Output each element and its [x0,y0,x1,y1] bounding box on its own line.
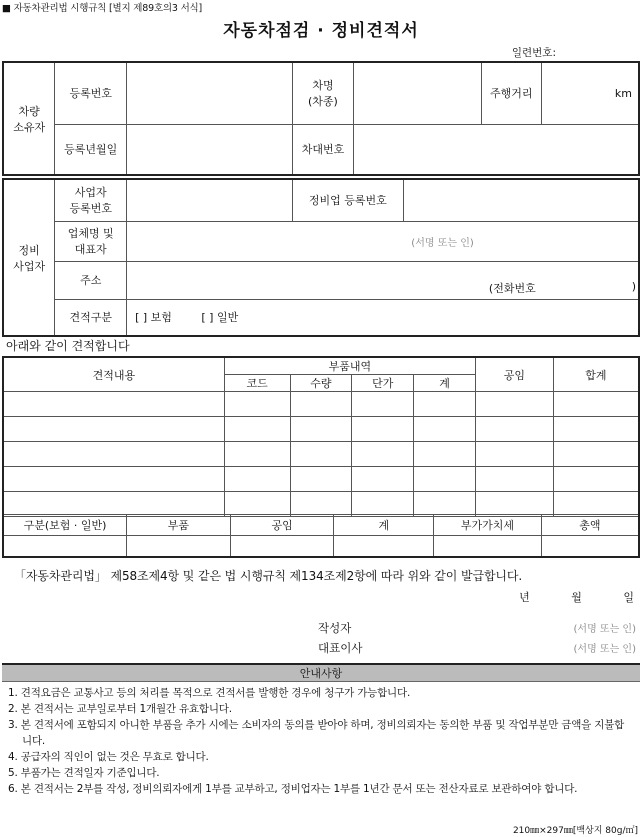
table-cell[interactable] [352,442,414,467]
table-row [3,417,639,442]
table-cell[interactable] [290,467,352,492]
table-cell[interactable] [475,442,553,467]
reg-date-label: 등록년월일 [55,124,127,175]
company-rep-label: 업체명 및 대표자 [55,221,127,261]
vehicle-owner-table [2,61,640,176]
sum-grand-header: 총액 [541,515,639,536]
table-cell[interactable] [352,417,414,442]
table-cell[interactable] [3,536,127,557]
col-unit-price-header: 단가 [352,375,414,392]
col-qty-header: 수량 [290,375,352,392]
notice-list [2,682,640,797]
table-row [3,392,639,417]
address-label: 주소 [55,261,127,299]
col-parts-header: 부품내역 [224,357,475,375]
col-code-header: 코드 [224,375,290,392]
paper-spec: 210㎜×297㎜[백상지 80g/㎡] [512,826,638,836]
estimate-note: 아래와 같이 견적합니다 [6,339,130,353]
sum-total-header: 계 [334,515,434,536]
list-item: 1. 견적요금은 교통사고 등의 처리를 목적으로 견적서를 발행한 경우에 청구가 가능합니다. [8,687,411,699]
repair-reg-no-field[interactable] [404,179,639,221]
car-name-label: 차명 (차종) [292,62,354,124]
reg-no-field[interactable] [127,62,292,124]
list-item: 3. 본 견적서에 포함되지 아니한 부품을 추가 시에는 소비자의 동의를 받아야 하며, 정비의뢰자는 동의한 부품 및 작업부분만 금액을 지불합니다. [8,719,625,747]
option-general-checkbox[interactable]: [ ] 일반 [201,311,239,325]
mileage-unit: km [614,86,632,100]
table-cell[interactable] [3,442,224,467]
col-labor-header: 공임 [475,357,553,392]
table-cell[interactable] [553,392,639,417]
company-rep-field[interactable] [127,221,639,261]
table-cell[interactable] [553,417,639,442]
table-cell[interactable] [224,467,290,492]
date-day: 일 [623,591,634,604]
table-cell[interactable] [414,467,476,492]
table-row [3,536,639,557]
table-cell[interactable] [414,417,476,442]
writer-sign-hint[interactable]: (서명 또는 인) [573,624,636,635]
estimate-type-label: 견적구분 [55,299,127,336]
phone-close: ) [631,279,636,293]
table-cell[interactable] [352,392,414,417]
table-cell[interactable] [414,442,476,467]
sum-labor-header: 공임 [230,515,334,536]
table-cell[interactable] [352,467,414,492]
col-sum-header: 합계 [553,357,639,392]
table-cell[interactable] [414,392,476,417]
estimate-items-table [2,356,640,517]
col-total-header: 계 [414,375,476,392]
table-cell[interactable] [224,392,290,417]
table-cell[interactable] [3,392,224,417]
form-header: ■ 자동차관리법 시행규칙 [별지 제89호의3 서식] [2,3,203,14]
biz-reg-no-label: 사업자 등록번호 [55,179,127,221]
address-field[interactable] [127,261,639,299]
issue-date [481,589,634,605]
table-cell[interactable] [127,536,231,557]
chassis-no-label: 차대번호 [292,124,354,175]
table-cell[interactable] [414,492,476,517]
mileage-label: 주행거리 [481,62,541,124]
table-cell[interactable] [475,392,553,417]
table-cell[interactable] [290,392,352,417]
business-section-label: 정비 사업자 [3,179,55,336]
option-insurance-checkbox[interactable]: [ ] 보험 [135,311,172,325]
table-cell[interactable] [553,442,639,467]
table-cell[interactable] [3,417,224,442]
table-cell[interactable] [553,467,639,492]
table-cell[interactable] [224,492,290,517]
list-item: 5. 부품가는 견적일자 기준입니다. [8,767,160,779]
table-row [3,442,639,467]
list-item: 6. 본 견적서는 2부를 작성, 정비의뢰자에게 1부를 교부하고, 정비업자는 1부를 1년간 문서 또는 전산자료로 보관하여야 합니다. [8,783,578,795]
representative-sign-hint[interactable]: (서명 또는 인) [573,644,636,655]
table-cell[interactable] [475,492,553,517]
repair-business-table [2,178,640,337]
date-month: 월 [571,591,582,604]
table-cell[interactable] [224,442,290,467]
serial-number-label: 일련번호: [511,47,556,59]
table-row [3,492,639,517]
sum-parts-header: 부품 [127,515,231,536]
date-year: 년 [519,591,530,604]
estimate-type-field [127,299,639,336]
table-cell[interactable] [475,467,553,492]
owner-section-label: 차량 소유자 [3,62,55,175]
writer-label: 작성자 [318,621,352,635]
reg-date-field[interactable] [127,124,292,175]
table-cell[interactable] [553,492,639,517]
table-cell[interactable] [290,417,352,442]
phone-label: (전화번호 [488,281,536,295]
chassis-no-field[interactable] [354,124,639,175]
table-cell[interactable] [352,492,414,517]
col-content-header: 견적내용 [3,357,224,392]
list-item: 4. 공급자의 직인이 없는 것은 무효로 합니다. [8,751,209,763]
reg-no-label: 등록번호 [55,62,127,124]
company-sign-hint: (서명 또는 인) [411,237,474,249]
table-cell[interactable] [334,536,434,557]
table-cell[interactable] [3,492,224,517]
table-cell[interactable] [290,492,352,517]
biz-reg-no-field[interactable] [127,179,292,221]
notice-heading: 안내사항 [2,665,640,682]
law-statement: 「자동차관리법」 제58조제4항 및 같은 법 시행규칙 제134조제2항에 따라 위와 같이 발급합니다. [14,569,523,583]
table-cell[interactable] [475,417,553,442]
page-title: 자동차점검 · 정비견적서 [223,21,419,41]
table-cell[interactable] [541,536,639,557]
list-item: 2. 본 견적서는 교부일로부터 1개월간 유효합니다. [8,703,232,715]
table-cell[interactable] [290,442,352,467]
table-cell[interactable] [434,536,542,557]
table-cell[interactable] [224,417,290,442]
sum-type-header: 구분(보험 · 일반) [3,515,127,536]
car-name-field[interactable] [354,62,482,124]
notice-section [2,663,640,797]
estimate-summary-table [2,514,640,558]
table-cell[interactable] [230,536,334,557]
sum-vat-header: 부가가치세 [434,515,542,536]
table-cell[interactable] [3,467,224,492]
table-row [3,467,639,492]
repair-reg-no-label: 정비업 등록번호 [292,179,404,221]
representative-label: 대표이사 [318,641,363,655]
mileage-field[interactable] [541,62,639,124]
